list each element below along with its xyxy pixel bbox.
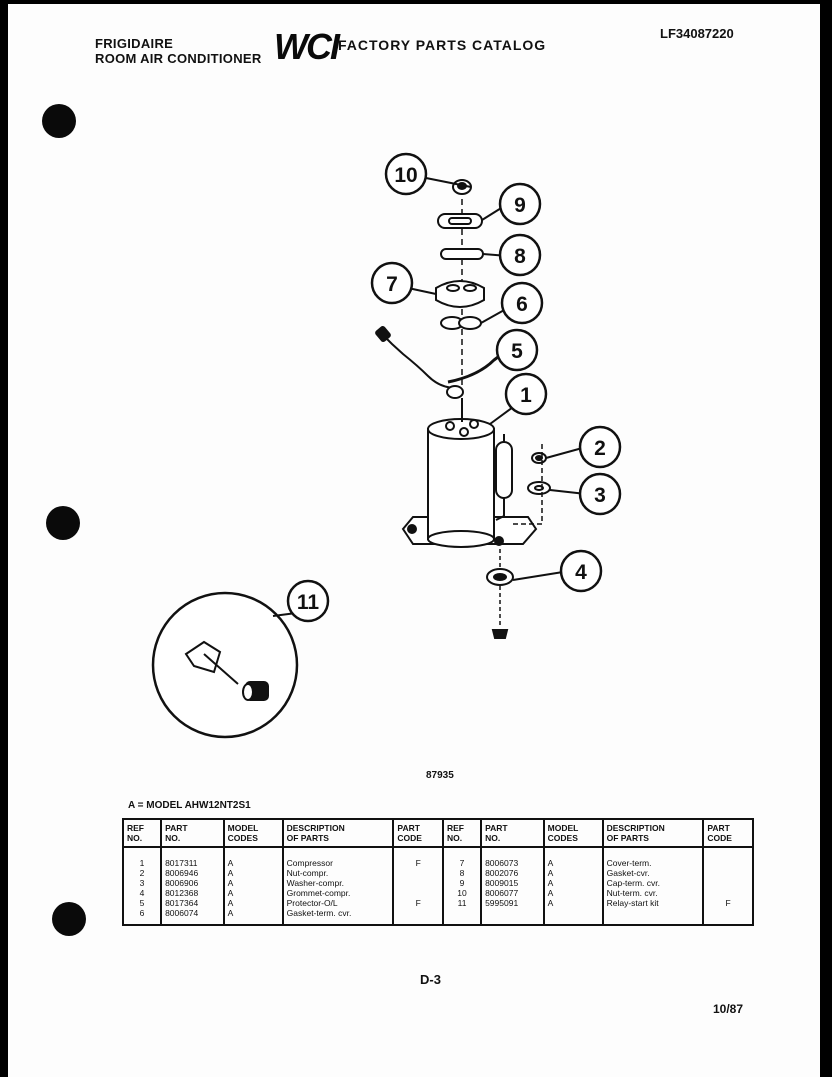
- balloon-label-7: 7: [386, 273, 398, 296]
- compressor-part: [403, 410, 536, 547]
- col-model-codes: MODEL CODES: [224, 819, 283, 847]
- parts-list-table: [122, 818, 754, 926]
- col-part-code: PART CODE: [393, 819, 443, 847]
- table-row: 6 8006074 A Gasket-term. cvr.: [123, 908, 753, 925]
- product-line: ROOM AIR CONDITIONER: [95, 51, 262, 66]
- col-description: DESCRIPTION OF PARTS: [283, 819, 394, 847]
- figure-number: 87935: [426, 770, 454, 781]
- model-legend: A = MODEL AHW12NT2S1: [128, 800, 251, 811]
- balloon-label-11: 11: [296, 591, 320, 614]
- col-description-2: DESCRIPTION OF PARTS: [603, 819, 704, 847]
- table-row: 4 8012368 A Grommet-compr. 10 8006077 A Nut-term. cvr.: [123, 888, 753, 898]
- col-ref-no-2: REF NO.: [443, 819, 481, 847]
- catalog-page: [8, 4, 820, 1077]
- revision-date: 10/87: [713, 1002, 744, 1016]
- catalog-title: FACTORY PARTS CATALOG: [338, 37, 547, 53]
- col-ref-no: REF NO.: [123, 819, 161, 847]
- balloon-label-10: 10: [394, 164, 418, 187]
- washer-compr-part: [528, 482, 550, 494]
- table-row: 5 8017364 A Protector-O/L F 11 5995091 A Relay-start kit F: [123, 898, 753, 908]
- page-number: D-3: [420, 972, 441, 987]
- col-part-no: PART NO.: [161, 819, 224, 847]
- table-row: 3 8006906 A Washer-compr. 9 8009015 A Cap-term. cvr.: [123, 878, 753, 888]
- balloon-label-5: 5: [511, 340, 523, 363]
- relay-start-kit-detail: [153, 593, 297, 737]
- grommet-compr-part: [487, 549, 513, 638]
- balloon-label-9: 9: [514, 194, 526, 217]
- gasket-term-cvr-part: [441, 317, 481, 329]
- balloon-label-1: 1: [520, 384, 532, 407]
- table-row: 1 8017311 A Compressor F 7 8006073 A Cover-term.: [123, 847, 753, 868]
- col-part-code-2: PART CODE: [703, 819, 753, 847]
- balloon-label-2: 2: [594, 437, 606, 460]
- table-row: 2 8006946 A Nut-compr. 8 8002076 A Gasket-cvr.: [123, 868, 753, 878]
- cap-term-cvr-part: [438, 214, 482, 228]
- wci-logo: WCI: [274, 26, 338, 67]
- document-number: LF34087220: [660, 26, 734, 41]
- balloon-label-3: 3: [594, 484, 606, 507]
- balloon-label-8: 8: [514, 245, 526, 268]
- balloon-label-6: 6: [516, 293, 528, 316]
- gasket-cvr-part: [441, 249, 483, 259]
- col-model-codes-2: MODEL CODES: [544, 819, 603, 847]
- col-part-no-2: PART NO.: [481, 819, 544, 847]
- balloon-label-4: 4: [575, 561, 587, 584]
- protector-ol-part: [375, 326, 502, 410]
- cover-term-part: [436, 281, 484, 307]
- brand-name: FRIGIDAIRE: [95, 36, 174, 51]
- nut-compr-part: [532, 453, 546, 463]
